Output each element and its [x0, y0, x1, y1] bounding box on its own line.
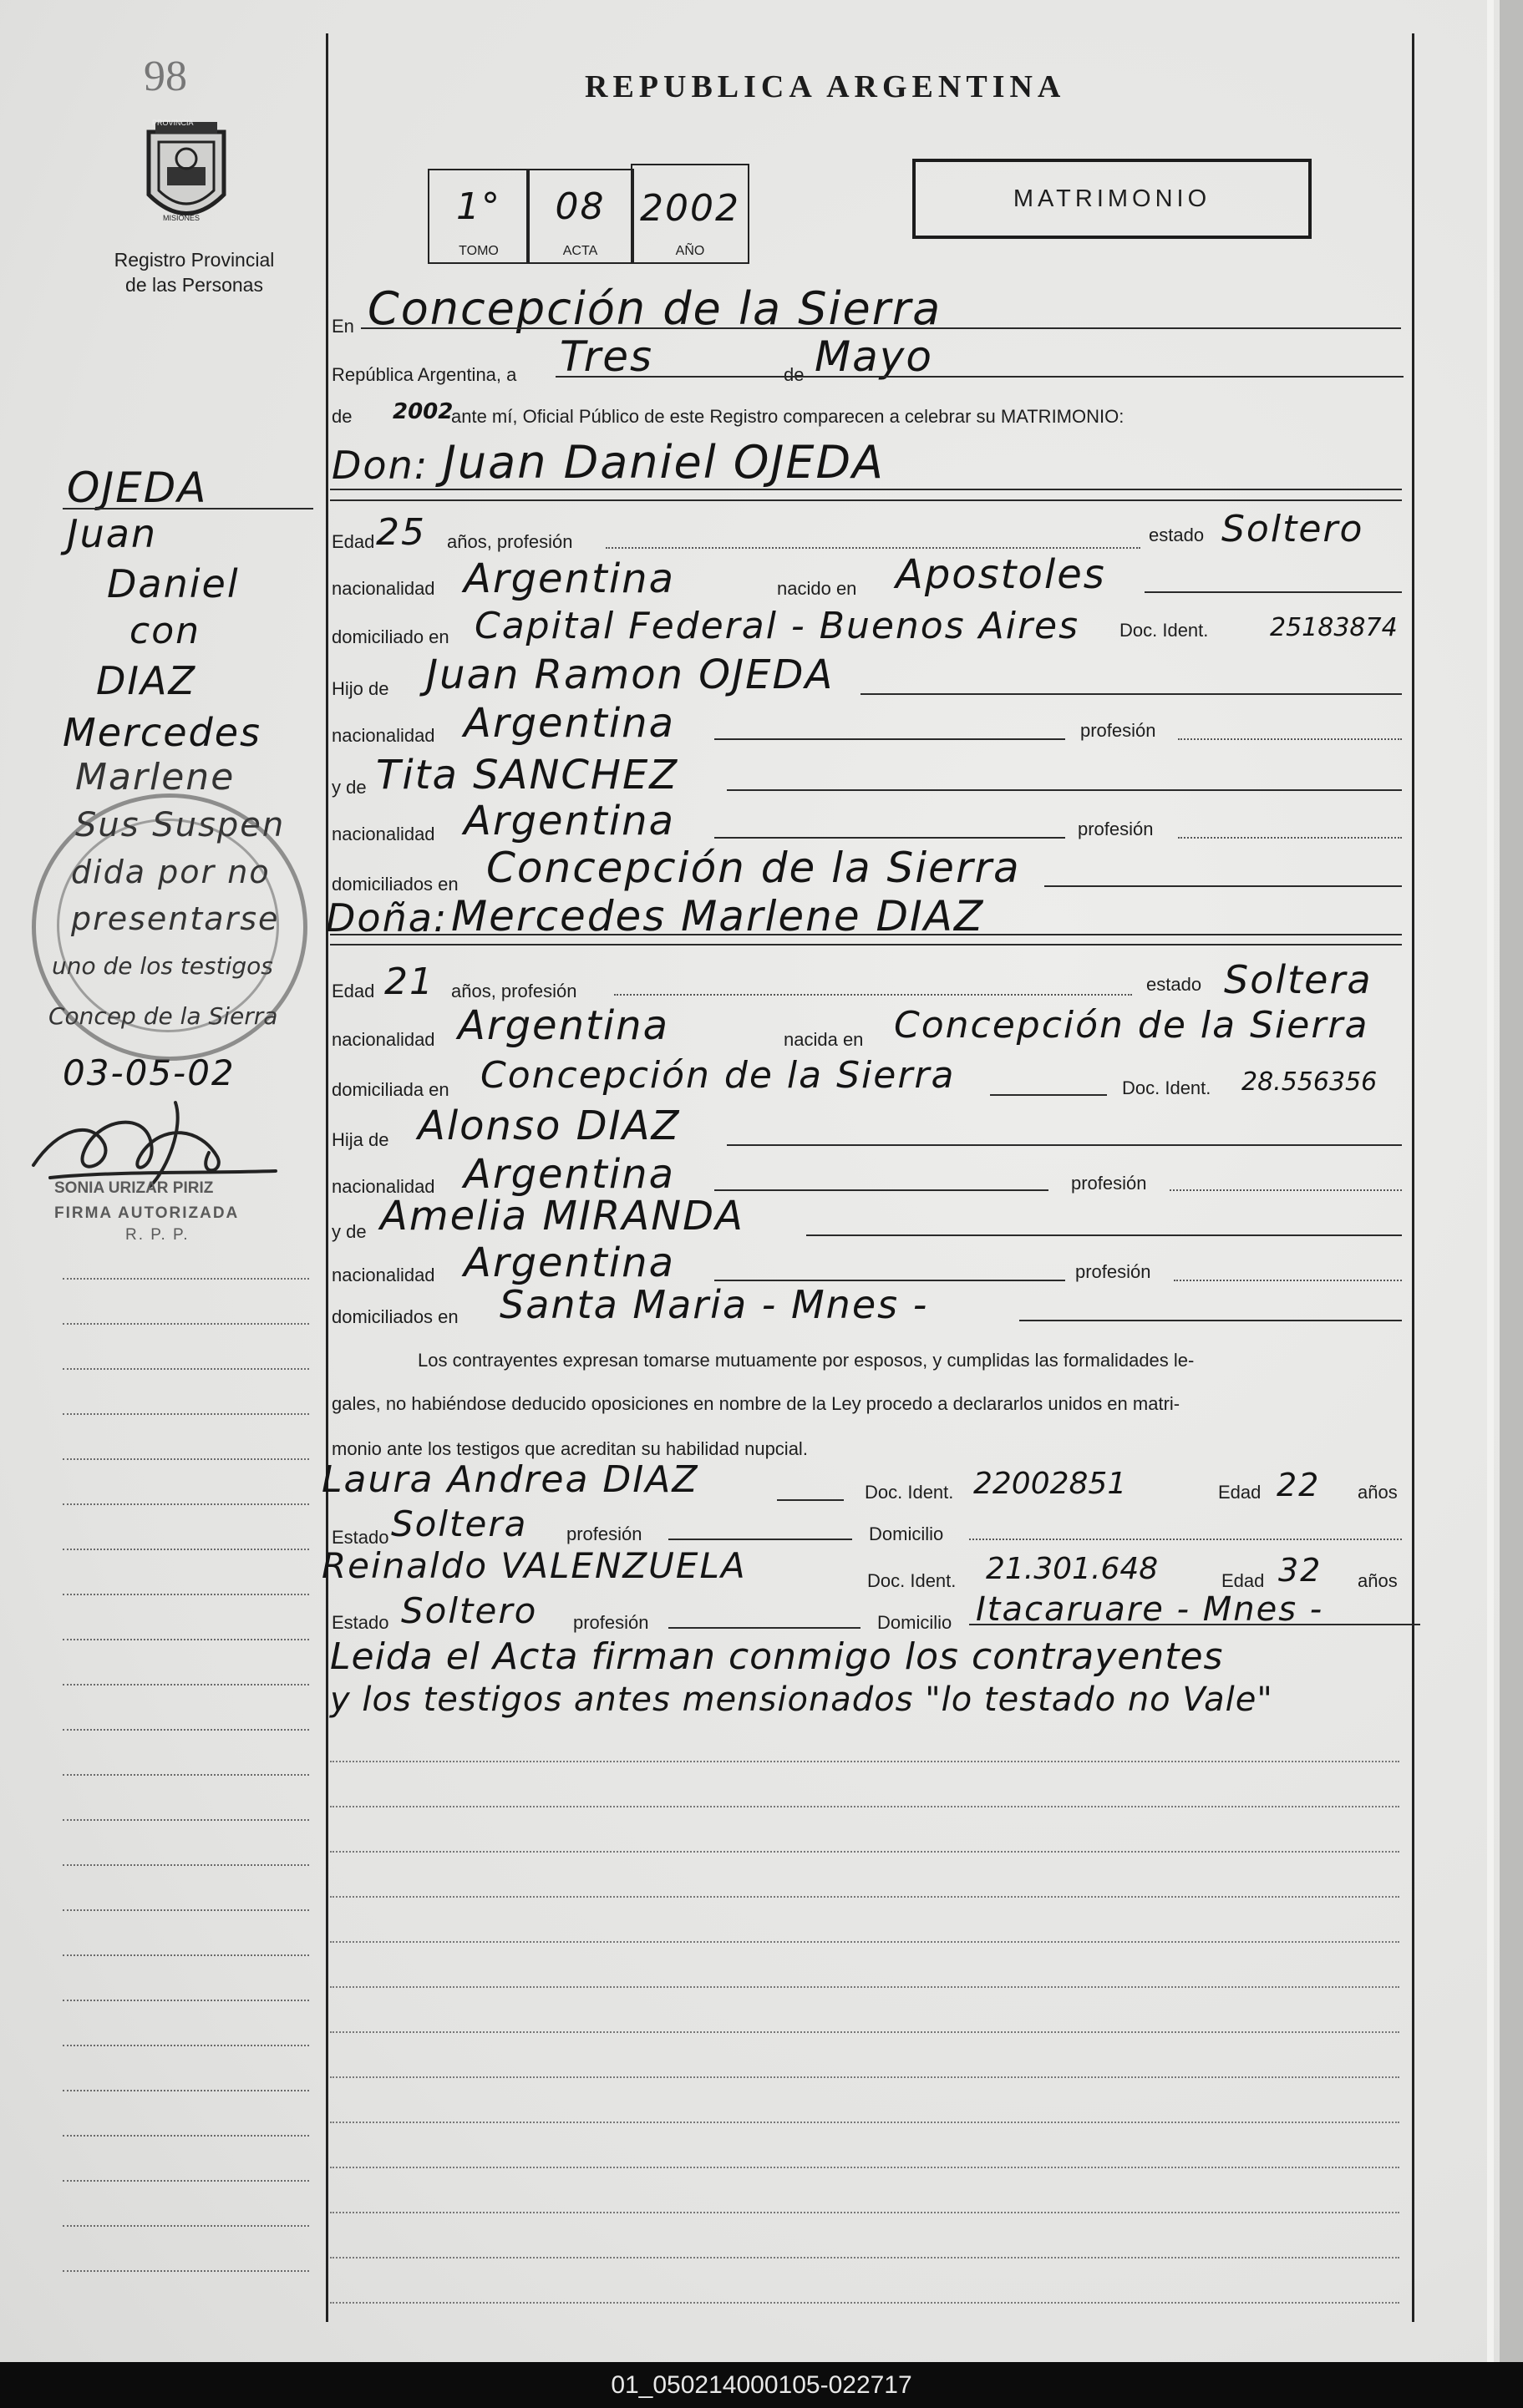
bride-parents-dom-label: domiciliados en: [332, 1306, 459, 1327]
margin-ruled-line: [63, 2135, 309, 2137]
margin-ruled-line: [63, 1458, 309, 1460]
bride-parents-dom: Santa Maria - Mnes -: [500, 1282, 929, 1327]
blank-ruled-line: [330, 2122, 1399, 2123]
page-fold-edge: [1500, 0, 1523, 2362]
witness2-age-suffix: años: [1358, 1570, 1398, 1591]
witness2-doc-label: Doc. Ident.: [867, 1570, 957, 1591]
groom-name: Juan Daniel OJEDA: [443, 436, 885, 489]
margin-note-line: uno de los testigos: [52, 952, 273, 980]
bride-father-nat: Argentina: [464, 1151, 675, 1198]
margin-ruled-line: [63, 1413, 309, 1415]
date-prefix: República Argentina, a: [332, 364, 517, 385]
blank-ruled-line: [330, 2302, 1399, 2304]
witness2-name: Reinaldo VALENZUELA: [322, 1545, 747, 1586]
groom-father: Juan Ramon OJEDA: [426, 651, 835, 698]
margin-ruled-line: [63, 1594, 309, 1595]
date-month: Mayo: [815, 332, 933, 381]
bride-estado: Soltera: [1224, 957, 1373, 1002]
closing-line2: y los testigos antes mensionados "lo testado no Vale": [330, 1681, 1273, 1719]
ano-label: AÑO: [675, 244, 705, 258]
groom-born: Apostoles: [896, 551, 1106, 598]
groom-mother-nat: Argentina: [464, 798, 675, 844]
ano-cell: [631, 164, 749, 264]
groom-label: Don:: [332, 443, 429, 488]
margin-ruled-line: [63, 1864, 309, 1866]
margin-note-line: dida por no: [71, 854, 271, 890]
margin-note-line: Mercedes: [63, 710, 261, 755]
blank-ruled-line: [330, 2212, 1399, 2213]
closing-line1: Leida el Acta firman conmigo los contrayentes: [330, 1635, 1224, 1678]
blank-ruled-line: [330, 1761, 1399, 1762]
margin-ruled-line: [63, 1278, 309, 1280]
margin-note-line: Daniel: [107, 561, 240, 606]
margin-divider: [326, 33, 328, 2322]
witness1-estado-label: Estado: [332, 1527, 389, 1548]
groom-age-label: Edad: [332, 531, 375, 552]
blank-ruled-line: [330, 1941, 1399, 1943]
groom-parents-dom: Concepción de la Sierra: [486, 844, 1021, 892]
groom-age-suffix: años, profesión: [447, 531, 573, 552]
margin-ruled-line: [63, 2270, 309, 2272]
blank-ruled-line: [330, 2257, 1399, 2258]
emblem-top-text: PROVINCIA: [152, 119, 194, 127]
bride-father-nat-label: nacionalidad: [332, 1176, 435, 1197]
bride-domicile: Concepción de la Sierra: [480, 1054, 956, 1097]
margin-note-line: Juan: [67, 511, 158, 556]
bride-mother-prof-label: profesión: [1075, 1261, 1151, 1282]
witness2-doc: 21.301.648: [986, 1552, 1159, 1586]
body-text-line1: Los contrayentes expresan tomarse mutuamente por esposos, y cumplidas las formalidades le-: [418, 1350, 1195, 1371]
date-month-label: de: [784, 364, 805, 385]
groom-estado-label: estado: [1149, 525, 1205, 545]
right-border: [1412, 33, 1414, 2322]
margin-ruled-line: [63, 1774, 309, 1776]
witness1-age: 22: [1277, 1467, 1321, 1503]
date-year: 2002: [393, 399, 454, 424]
tomo-label: TOMO: [459, 244, 499, 258]
groom-doc-label: Doc. Ident.: [1119, 620, 1209, 641]
margin-ruled-line: [63, 1549, 309, 1550]
margin-ruled-line: [63, 1323, 309, 1325]
margin-ruled-line: [63, 2225, 309, 2227]
witness1-prof-label: profesión: [566, 1523, 642, 1544]
margin-ruled-line: [63, 1909, 309, 1911]
bride-nationality: Argentina: [458, 1002, 669, 1049]
place-label: En: [332, 316, 354, 337]
witness1-dom-label: Domicilio: [869, 1523, 944, 1544]
margin-note-line: con: [129, 610, 201, 652]
blank-ruled-line: [330, 1806, 1399, 1807]
witness1-age-label: Edad: [1218, 1482, 1262, 1503]
groom-parents-dom-label: domiciliados en: [332, 874, 459, 895]
bride-mother-nat: Argentina: [464, 1239, 675, 1286]
ano-value: 2002: [640, 187, 740, 230]
groom-father-label: Hijo de: [332, 678, 389, 699]
groom-nat-label: nacionalidad: [332, 578, 435, 599]
bride-doc-label: Doc. Ident.: [1122, 1077, 1211, 1098]
bride-born-label: nacida en: [784, 1029, 864, 1050]
witness1-estado: Soltera: [391, 1503, 528, 1544]
blank-ruled-line: [330, 1851, 1399, 1853]
bride-born: Concepción de la Sierra: [894, 1004, 1369, 1047]
bride-mother-label: y de: [332, 1221, 367, 1242]
blank-ruled-line: [330, 2076, 1399, 2078]
margin-ruled-line: [63, 1954, 309, 1956]
bride-father: Alonso DIAZ: [418, 1103, 681, 1149]
date-text: ante mí, Oficial Público de este Registro comparecen a celebrar su MATRIMONIO:: [451, 406, 1124, 427]
official-seal-inner-ring: [57, 819, 279, 1032]
bride-nat-label: nacionalidad: [332, 1029, 435, 1050]
registry-name-line2: de las Personas: [125, 274, 263, 296]
blank-ruled-line: [330, 1986, 1399, 1988]
margin-note-line: Marlene: [75, 756, 236, 798]
bride-age-suffix: años, profesión: [451, 981, 577, 1001]
acta-label: ACTA: [562, 244, 598, 258]
witness1-doc: 22002851: [973, 1467, 1127, 1501]
tomo-value: 1°: [456, 185, 501, 228]
margin-ruled-line: [63, 2180, 309, 2182]
signature-name: SONIA URIZAR PIRIZ: [54, 1179, 214, 1197]
bride-age-label: Edad: [332, 981, 375, 1001]
margin-note-line: Concep de la Sierra: [48, 1002, 278, 1030]
witness2-estado: Soltero: [401, 1590, 538, 1631]
body-text-line3: monio ante los testigos que acreditan su habilidad nupcial.: [332, 1438, 808, 1459]
tomo-cell: [428, 169, 530, 264]
groom-doc: 25183874: [1270, 613, 1398, 642]
margin-note-line: 03-05-02: [63, 1052, 236, 1093]
scan-id-footer: 01_050214000105-022717: [0, 2362, 1523, 2408]
groom-mother-prof-label: profesión: [1078, 819, 1154, 839]
witness2-prof-label: profesión: [573, 1612, 649, 1633]
bride-father-label: Hija de: [332, 1129, 389, 1150]
groom-mother: Tita SANCHEZ: [376, 752, 679, 798]
date-year-prefix: de: [332, 406, 353, 427]
bride-dom-label: domiciliada en: [332, 1079, 449, 1100]
act-type-box: [912, 159, 1312, 239]
groom-nationality: Argentina: [464, 555, 675, 602]
groom-mother-label: y de: [332, 777, 367, 798]
signature-title: FIRMA AUTORIZADA: [54, 1204, 240, 1222]
groom-mother-nat-label: nacionalidad: [332, 824, 435, 844]
signature-org: R. P. P.: [125, 1226, 190, 1244]
margin-ruled-line: [63, 1684, 309, 1686]
registry-name-line1: Registro Provincial: [114, 249, 275, 271]
margin-ruled-line: [63, 1503, 309, 1505]
groom-father-prof-label: profesión: [1080, 720, 1156, 741]
witness2-estado-label: Estado: [332, 1612, 389, 1633]
bride-name: Mercedes Marlene DIAZ: [451, 892, 985, 940]
body-text-line2: gales, no habiéndose deducido oposiciones en nombre de la Ley procedo a declararlos unidos en matri-: [332, 1393, 1180, 1414]
blank-ruled-line: [330, 2031, 1399, 2033]
margin-note-line: DIAZ: [96, 658, 196, 703]
witness2-domicile: Itacaruare - Mnes -: [976, 1590, 1324, 1629]
place-value: Concepción de la Sierra: [368, 282, 942, 335]
country-title: REPUBLICA ARGENTINA: [585, 69, 1066, 104]
margin-ruled-line: [63, 1819, 309, 1821]
witness2-age: 32: [1278, 1552, 1322, 1589]
groom-domicile: Capital Federal - Buenos Aires: [475, 605, 1080, 647]
witness1-age-suffix: años: [1358, 1482, 1398, 1503]
blank-ruled-line: [330, 2167, 1399, 2168]
witness1-name: Laura Andrea DIAZ: [322, 1458, 699, 1501]
acta-value: 08: [555, 185, 606, 228]
acta-cell: [526, 169, 634, 264]
witness2-age-label: Edad: [1221, 1570, 1265, 1591]
margin-ruled-line: [63, 2045, 309, 2046]
groom-father-nat: Argentina: [464, 700, 675, 747]
margin-note-line: presentarse: [71, 900, 280, 937]
margin-ruled-line: [63, 1729, 309, 1731]
groom-dom-label: domiciliado en: [332, 626, 449, 647]
witness1-doc-label: Doc. Ident.: [865, 1482, 954, 1503]
groom-father-nat-label: nacionalidad: [332, 725, 435, 746]
act-type-label: MATRIMONIO: [1013, 185, 1211, 212]
bride-mother: Amelia MIRANDA: [380, 1193, 744, 1239]
margin-ruled-line: [63, 1639, 309, 1640]
margin-ruled-line: [63, 2000, 309, 2001]
page-number: 98: [144, 53, 187, 100]
margin-ruled-line: [63, 1368, 309, 1370]
emblem-bottom-text: MISIONES: [163, 214, 201, 222]
margin-note-line: OJEDA: [67, 464, 208, 512]
bride-father-prof-label: profesión: [1071, 1173, 1147, 1194]
groom-born-label: nacido en: [777, 578, 857, 599]
witness2-dom-label: Domicilio: [877, 1612, 952, 1633]
bride-age: 21: [384, 961, 434, 1003]
bride-mother-nat-label: nacionalidad: [332, 1265, 435, 1285]
bride-estado-label: estado: [1146, 974, 1202, 995]
margin-note-line: Sus Suspen: [75, 806, 286, 844]
margin-ruled-line: [63, 2090, 309, 2091]
date-day: Tres: [560, 332, 654, 381]
blank-ruled-line: [330, 1896, 1399, 1898]
groom-estado: Soltero: [1221, 508, 1364, 550]
bride-label: Doña:: [326, 895, 449, 940]
page-fold-highlight: [1487, 0, 1494, 2362]
groom-age: 25: [376, 511, 426, 554]
bride-doc: 28.556356: [1241, 1067, 1378, 1097]
